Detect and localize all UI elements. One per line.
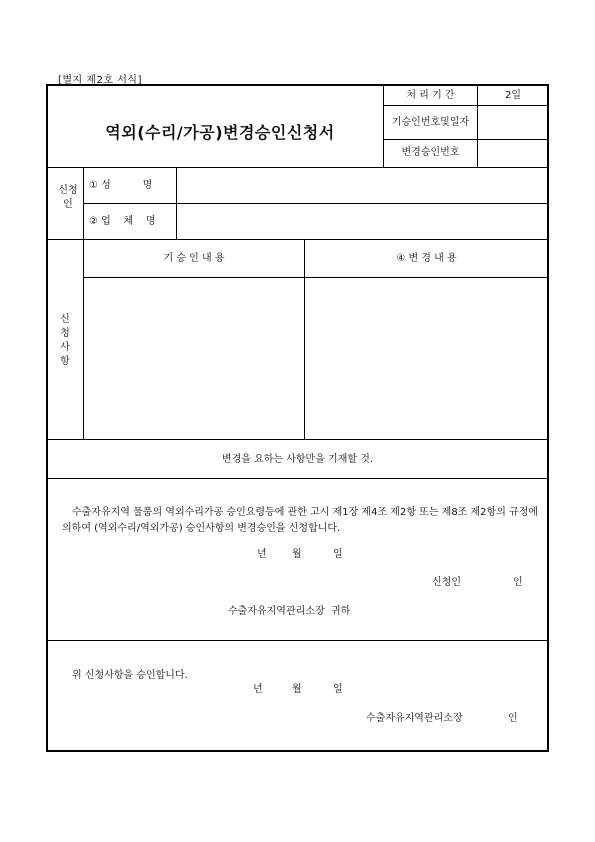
form-number-label: [별지 제2호 서식] [58, 75, 142, 86]
approval-year: 년 [253, 684, 263, 695]
approval-text: 위 신청사항을 승인합니다. [72, 670, 188, 681]
form-title: 역외(수리/가공)변경승인신청서 [105, 123, 335, 142]
approval-seal: 인 [508, 713, 518, 724]
prev-content-field[interactable] [84, 278, 304, 439]
prev-approval-label: 기승인번호및일자 [391, 117, 470, 128]
change-approval-label: 변경승인번호 [401, 147, 460, 158]
approval-authority: 수출자유지역관리소장 [366, 713, 463, 724]
change-content-field[interactable] [305, 278, 548, 439]
change-content-header: ④ 변 경 내 용 [396, 253, 457, 264]
processing-period-label: 처 리 기 간 [406, 90, 455, 101]
name-field[interactable] [177, 168, 548, 203]
date-month: 월 [292, 549, 302, 560]
addressee: 수출자유지역관리소장 귀하 [228, 606, 351, 617]
company-field[interactable] [177, 204, 548, 239]
divider [47, 640, 548, 641]
change-approval-field[interactable] [478, 140, 548, 167]
divider [47, 478, 548, 479]
divider [47, 439, 548, 440]
applicant-seal: 인 [513, 577, 523, 588]
date-year: 년 [257, 549, 267, 560]
applicant-section-label: 신청인 [58, 185, 78, 210]
details-section-label: 신청사항 [60, 314, 70, 367]
date-day: 일 [333, 549, 343, 560]
processing-period-value: 2일 [504, 90, 522, 101]
prev-content-header: 기 승 인 내 용 [163, 253, 225, 264]
approval-day: 일 [333, 684, 343, 695]
application-body: 수출자유지역 물품의 역외수리가공 승인요령등에 관한 고시 제1장 제4조 제2항 또는 제8조 제2항의 규정에 의하여 (역외수리/역외가공) 승인사항의 변경승인을 신청합니다. [62, 507, 539, 534]
prev-approval-field[interactable] [478, 106, 548, 139]
company-label: ② 업 체 명 [89, 216, 156, 227]
note-text: 변경을 요하는 사항만을 기재할 것. [221, 454, 374, 465]
divider [47, 239, 548, 240]
applicant-signature-label: 신청인 [432, 577, 461, 588]
approval-month: 월 [292, 684, 302, 695]
name-label: ① 성 명 [89, 180, 153, 191]
